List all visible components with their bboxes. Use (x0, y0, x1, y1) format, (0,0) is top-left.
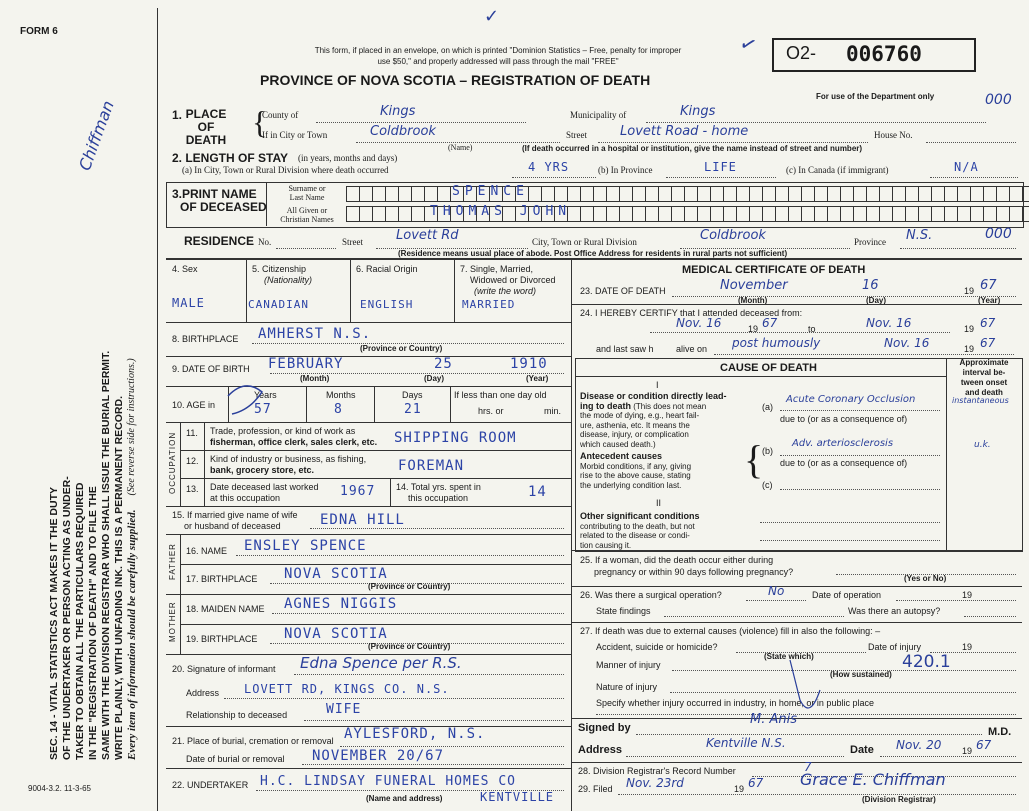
direct-cause-3: (This does not mean (633, 401, 707, 411)
side-text-3: TAKER TO OBTAIN ALL THE PARTICULARS REQUIRED (74, 482, 86, 760)
municipality-label: Municipality of (570, 110, 627, 120)
q14-value[interactable]: 14 (528, 484, 547, 500)
q27-code: 420.1 (902, 652, 951, 672)
q26-autopsy-label: Was there an autopsy? (848, 606, 941, 616)
residence-no-label: No. (258, 237, 272, 247)
q12-label-2: bank, grocery store, etc. (210, 465, 315, 475)
q24-to-label: to (808, 324, 816, 334)
q23-year[interactable]: 67 (980, 278, 997, 293)
burial-date-value[interactable]: NOVEMBER 20/67 (312, 748, 445, 764)
less-than-day-min: min. (544, 406, 562, 416)
antecedent-4: the underlying condition last. (580, 480, 682, 490)
q24-from-year[interactable]: 67 (762, 316, 778, 330)
residence-prov-value[interactable]: N.S. (906, 228, 933, 243)
q12-number: 12. (186, 456, 199, 466)
cause-b-due-to: due to (or as a consequence of) (780, 458, 908, 468)
sec2-c-label: (c) In Canada (if immigrant) (786, 165, 889, 175)
county-value[interactable]: Kings (380, 104, 416, 119)
other-conditions-4: tion causing it. (580, 540, 632, 550)
cause-header: CAUSE OF DEATH (720, 362, 817, 374)
sec2-title: 2. LENGTH OF STAY (172, 151, 289, 165)
direct-cause-7: which caused death.) (580, 439, 656, 449)
dob-day-sub: (Day) (424, 374, 445, 383)
dob-day[interactable]: 25 (434, 356, 453, 372)
q28-label: 28. Division Registrar's Record Number (578, 766, 736, 776)
residence-city-value[interactable]: Coldbrook (700, 228, 766, 243)
other-conditions-3: related to the disease or condi- (580, 531, 690, 540)
brace-antecedent: { (744, 437, 764, 482)
county-label: County of (262, 110, 299, 120)
undertaker-value[interactable]: H.C. LINDSAY FUNERAL HOMES CO (260, 774, 516, 789)
occupation-side-label: OCCUPATION (168, 431, 177, 494)
signed-label: Signed by (578, 722, 631, 734)
spouse-label-1: 15. If married give name of wife (172, 510, 298, 520)
cause-a-interval[interactable]: instantaneous (952, 396, 1009, 405)
check-mark-2: ✓ (736, 29, 761, 59)
q12-value[interactable]: FOREMAN (398, 458, 465, 474)
side-text-1: SEC. 14 - VITAL STATISTICS ACT MAKES IT THE DUTY (48, 486, 60, 760)
date-19: 19 (962, 746, 973, 756)
father-side-label: FATHER (168, 543, 177, 580)
q23-label: 23. DATE OF DEATH (580, 286, 666, 296)
q29-registrar-signature[interactable]: Grace E. Chiffman (800, 770, 946, 789)
q14-label-1: 14. Total yrs. spent in (396, 482, 481, 492)
marital-value[interactable]: MARRIED (462, 298, 516, 311)
dob-month[interactable]: FEBRUARY (268, 356, 344, 372)
surname-label-2: Last Name (289, 193, 325, 202)
sex-label: 4. Sex (172, 264, 198, 274)
date-label: Date (850, 744, 874, 756)
father-birthplace-sub: (Province or Country) (368, 582, 451, 591)
sec2-a-value[interactable]: 4 YRS (528, 160, 570, 174)
sec1-heading-3: DEATH (185, 133, 227, 147)
q23-month-sub: (Month) (738, 296, 768, 305)
undertaker-label: 22. UNDERTAKER (172, 780, 249, 790)
given-label-1: All Given or (286, 206, 328, 215)
sec3-heading-2: OF DECEASED (180, 200, 267, 214)
check-mark-1: ✓ (484, 6, 500, 27)
q29-year[interactable]: 67 (748, 776, 764, 790)
q26-label: 26. Was there a surgical operation? (580, 590, 722, 600)
residence-prov-label: Province (854, 237, 886, 247)
date-value[interactable]: Nov. 20 (896, 738, 942, 752)
burial-place-value[interactable]: AYLESFORD, N.S. (344, 726, 486, 742)
dob-year-sub: (Year) (526, 374, 549, 383)
q24-alive-label: alive on (676, 344, 708, 354)
q28-value[interactable]: 7 (804, 760, 812, 774)
house-label: House No. (874, 130, 913, 140)
burial-place-label: 21. Place of burial, cremation or removal (172, 736, 334, 746)
antecedent-3: rise to the above cause, stating (580, 471, 691, 480)
direct-cause-5: ure, asthenia, etc. It means the (580, 420, 690, 430)
q25-yes-no: (Yes or No) (904, 574, 947, 583)
birthplace-sub: (Province or Country) (360, 344, 443, 353)
dob-year[interactable]: 1910 (510, 356, 548, 372)
less-than-day-hrs: hrs. or (478, 406, 504, 416)
q24-saw-label: and last saw h (596, 344, 654, 354)
cause-c-label: (c) (762, 480, 773, 490)
cause-a-label: (a) (762, 402, 773, 412)
relationship-value[interactable]: WIFE (326, 702, 362, 717)
q12-label-1: Kind of industry or business, as fishing, (210, 454, 367, 464)
q26-value[interactable]: No (768, 584, 785, 598)
q29-label: 29. Filed (578, 784, 613, 794)
q27-nature-label: Nature of injury (596, 682, 658, 692)
age-years-header: Years (254, 390, 277, 400)
sec2-b-label: (b) In Province (598, 165, 653, 175)
given-label-2: Christian Names (280, 215, 334, 224)
city-name-sub: (Name) (448, 143, 473, 152)
q14-label-2: this occupation (408, 493, 469, 503)
mother-birthplace-label: 19. BIRTHPLACE (186, 634, 258, 644)
marital-label-2: Widowed or Divorced (470, 275, 556, 285)
q29-registrar-sub: (Division Registrar) (862, 795, 936, 804)
q13-value[interactable]: 1967 (340, 484, 376, 499)
address-value[interactable]: Kentville N.S. (706, 736, 786, 750)
q23-day[interactable]: 16 (862, 278, 879, 293)
cause-b-label: (b) (762, 446, 773, 456)
age-days-value[interactable]: 21 (404, 402, 422, 417)
sec1-heading-2: OF (197, 120, 215, 134)
q24-alive-19: 19 (964, 344, 975, 354)
direct-cause-6: disease, injury, or complication (580, 430, 689, 439)
q25-label-2: pregnancy or within 90 days following pregnancy? (594, 567, 794, 577)
q24-from-value[interactable]: Nov. 16 (676, 316, 722, 330)
q27-state-which: (State which) (764, 652, 814, 661)
city-label: If in City or Town (262, 130, 328, 140)
residence-note: (Residence means usual place of abode. Post Office Address for residents in rural parts not sufficient) (398, 249, 788, 258)
q23-day-sub: (Day) (866, 296, 887, 305)
cause-a-value[interactable]: Acute Coronary Occlusion (786, 394, 916, 405)
other-conditions-2: contributing to the death, but not (580, 521, 695, 531)
q11-value[interactable]: SHIPPING ROOM (394, 430, 517, 446)
informant-sig-value[interactable]: Edna Spence per R.S. (300, 654, 462, 672)
q11-number: 11. (186, 428, 198, 438)
cause-b-value[interactable]: Adv. arteriosclerosis (792, 438, 894, 449)
dob-label: 9. DATE OF BIRTH (172, 364, 250, 374)
sex-value[interactable]: MALE (172, 296, 205, 310)
q27-manner-label: Manner of injury (596, 660, 661, 670)
citizenship-label-1: 5. Citizenship (252, 264, 307, 274)
q26-date-label: Date of operation (812, 590, 882, 600)
birthplace-label: 8. BIRTHPLACE (172, 334, 239, 344)
residence-code-mark: 000 (985, 226, 1012, 242)
mother-name-label: 18. MAIDEN NAME (186, 604, 265, 614)
citizenship-value[interactable]: CANADIAN (248, 298, 309, 311)
age-months-header: Months (326, 390, 356, 400)
age-days-header: Days (402, 390, 423, 400)
medical-header: MEDICAL CERTIFICATE OF DEATH (682, 264, 866, 276)
signed-value[interactable]: M. Anis (750, 712, 797, 727)
marital-label-3: (write the word) (474, 286, 537, 296)
direct-cause-2: ing to death (580, 400, 631, 411)
q29-19: 19 (734, 784, 745, 794)
q23-month[interactable]: November (720, 278, 788, 293)
residence-street-label: Street (342, 237, 363, 247)
q27-specify-label: Specify whether injury occurred in industry, in home, or in public place (596, 698, 874, 708)
direct-cause-1: Disease or condition directly lead- (580, 391, 727, 401)
dob-month-sub: (Month) (300, 374, 330, 383)
father-name-label: 16. NAME (186, 546, 228, 556)
q25-label-1: 25. If a woman, did the death occur either during (580, 555, 774, 565)
q24-alive-year[interactable]: 67 (980, 336, 996, 350)
q24-label: 24. I HEREBY CERTIFY that I attended deceased from: (580, 308, 803, 318)
other-conditions-1: Other significant conditions (580, 511, 700, 521)
footer-code: 9004-3.2. 11-3-65 (28, 784, 92, 793)
cause-b-interval[interactable]: u.k. (974, 440, 991, 450)
sec2-sub: (in years, months and days) (298, 153, 398, 163)
q27-label: 27. If death was due to external causes (violence) fill in also the following: – (580, 626, 881, 636)
street-value[interactable]: Lovett Road - home (620, 124, 749, 139)
q11-label-1: Trade, profession, or kind of work as (210, 426, 356, 436)
street-label: Street (566, 130, 587, 140)
residence-label: RESIDENCE (184, 234, 255, 248)
brace-1: { (252, 104, 268, 140)
burial-date-label: Date of burial or removal (186, 754, 285, 764)
form-title: PROVINCE OF NOVA SCOTIA – REGISTRATION OF DEATH (260, 72, 651, 88)
q13-label-2: at this occupation (210, 493, 281, 503)
registration-number: 006760 (846, 42, 922, 66)
given-value[interactable]: THOMAS JOHN (430, 204, 572, 219)
date-year[interactable]: 67 (976, 738, 992, 752)
surname-value[interactable]: SPENCE (452, 184, 529, 199)
cause-a-due-to: due to (or as a consequence of) (780, 414, 908, 424)
racial-value[interactable]: ENGLISH (360, 298, 414, 311)
informant-address-value[interactable]: LOVETT RD, KINGS CO. N.S. (244, 682, 450, 696)
relationship-label: Relationship to deceased (186, 710, 288, 720)
registration-prefix: O2- (786, 43, 817, 63)
sec2-b-value[interactable]: LIFE (704, 160, 737, 174)
side-text-6: WRITE PLAINLY, WITH UNFADING INK. THIS IS A PERMANENT RECORD. (113, 395, 125, 760)
informant-address-label: Address (186, 688, 220, 698)
less-than-day-label: If less than one day old (454, 390, 547, 400)
q11-label-2: fisherman, office clerk, sales clerk, etc. (210, 437, 378, 447)
side-text-5: SAME WITH THE DIVISION REGISTRAR WHO SHALL ISSUE THE BURIAL PERMIT. (100, 350, 112, 760)
antecedent-2: Morbid conditions, if any, giving (580, 461, 692, 471)
q24-alive-date[interactable]: Nov. 16 (884, 336, 930, 350)
q27-19: 19 (962, 642, 973, 652)
undertaker-sub: (Name and address) (366, 794, 443, 803)
q29-value[interactable]: Nov. 23rd (626, 776, 684, 790)
father-birthplace-value[interactable]: NOVA SCOTIA (284, 566, 388, 582)
sec1-heading-1: PLACE (185, 107, 227, 121)
q24-to-value[interactable]: Nov. 16 (866, 316, 912, 330)
q24-to-19: 19 (964, 324, 975, 334)
address-label: Address (578, 744, 623, 756)
q23-year-sub: (Year) (978, 296, 1001, 305)
roman-two: II (656, 498, 662, 508)
q26-findings-label: State findings (596, 606, 651, 616)
side-signature: Chiffman (75, 98, 118, 173)
undertaker-value-2[interactable]: KENTVILLE (480, 790, 555, 804)
form-label: FORM 6 (20, 26, 58, 37)
side-text-2: OF THE UNDERTAKER OR PERSON ACTING AS UNDER- (61, 476, 73, 760)
direct-cause-4: the mode of dying, e.g., heart fail- (580, 411, 700, 420)
q24-to-year[interactable]: 67 (980, 316, 996, 330)
side-text-4: IN THE "REGISTRATION OF DEATH" AND TO FILE THE (87, 486, 99, 760)
q27-how-sustained: (How sustained) (830, 670, 892, 679)
surname-label-1: Surname or (288, 184, 326, 193)
mother-birthplace-sub: (Province or Country) (368, 642, 451, 651)
sec2-c-value[interactable]: N/A (954, 160, 979, 174)
marital-label-1: 7. Single, Married, (460, 264, 534, 274)
md-label: M.D. (988, 726, 1012, 738)
father-birthplace-label: 17. BIRTHPLACE (186, 574, 258, 584)
q13-number: 13. (186, 484, 199, 494)
spouse-value[interactable]: EDNA HILL (320, 512, 405, 528)
q27-date-label: Date of injury (868, 642, 922, 652)
q23-year-prefix: 19 (964, 286, 975, 296)
sec2-a-label: (a) In City, Town or Rural Division where death occurred (182, 165, 389, 175)
interval-header-1: Approximate (959, 358, 1009, 367)
q27-accident-label: Accident, suicide or homicide? (596, 642, 718, 652)
sec3-number: 3. (172, 187, 183, 201)
q24-alive-value[interactable]: post humously (732, 336, 821, 350)
mother-name-value[interactable]: AGNES NIGGIS (284, 596, 398, 612)
age-years-value[interactable]: 57 (254, 402, 272, 417)
city-value[interactable]: Coldbrook (370, 124, 436, 139)
interval-header-2: interval be- (962, 368, 1006, 377)
sec1-note: (If death occurred in a hospital or institution, give the name instead of street and number) (522, 144, 863, 153)
racial-label: 6. Racial Origin (356, 264, 418, 274)
residence-city-label: City, Town or Rural Division (532, 237, 637, 247)
q24-from-19: 19 (748, 324, 759, 334)
birthplace-value[interactable]: AMHERST N.S. (258, 326, 372, 342)
side-text-8: (See reverse side for instructions.) (126, 358, 137, 496)
father-name-value[interactable]: ENSLEY SPENCE (244, 538, 367, 554)
interval-header-4: and death (965, 388, 1003, 397)
sec3-heading-1: PRINT NAME (182, 187, 257, 201)
citizenship-label-2: (Nationality) (264, 275, 313, 285)
department-use-note: For use of the Department only (816, 92, 935, 101)
residence-street-value[interactable]: Lovett Rd (396, 228, 459, 243)
age-months-value[interactable]: 8 (334, 402, 343, 417)
dept-code-mark: 000 (985, 92, 1012, 108)
municipality-value[interactable]: Kings (680, 104, 716, 119)
postal-note-2: use $50," and properly addressed will pass through the mail "FREE" (377, 57, 619, 66)
sec1-number: 1. (172, 108, 183, 122)
q13-label-1: Date deceased last worked (210, 482, 319, 492)
spouse-label-2: or husband of deceased (184, 521, 281, 531)
postal-note-1: This form, if placed in an envelope, on which is printed "Dominion Statistics – Free, penalty for improper (314, 46, 682, 55)
mother-birthplace-value[interactable]: NOVA SCOTIA (284, 626, 388, 642)
roman-one: I (656, 380, 659, 390)
antecedent-1: Antecedent causes (580, 451, 663, 461)
q26-19: 19 (962, 590, 973, 600)
mother-side-label: MOTHER (168, 601, 177, 642)
side-text-7: Every item of information should be carefully supplied. (126, 509, 138, 760)
informant-sig-label: 20. Signature of informant (172, 664, 276, 674)
interval-header-3: tween onset (960, 378, 1008, 387)
age-label: 10. AGE in (172, 400, 216, 410)
